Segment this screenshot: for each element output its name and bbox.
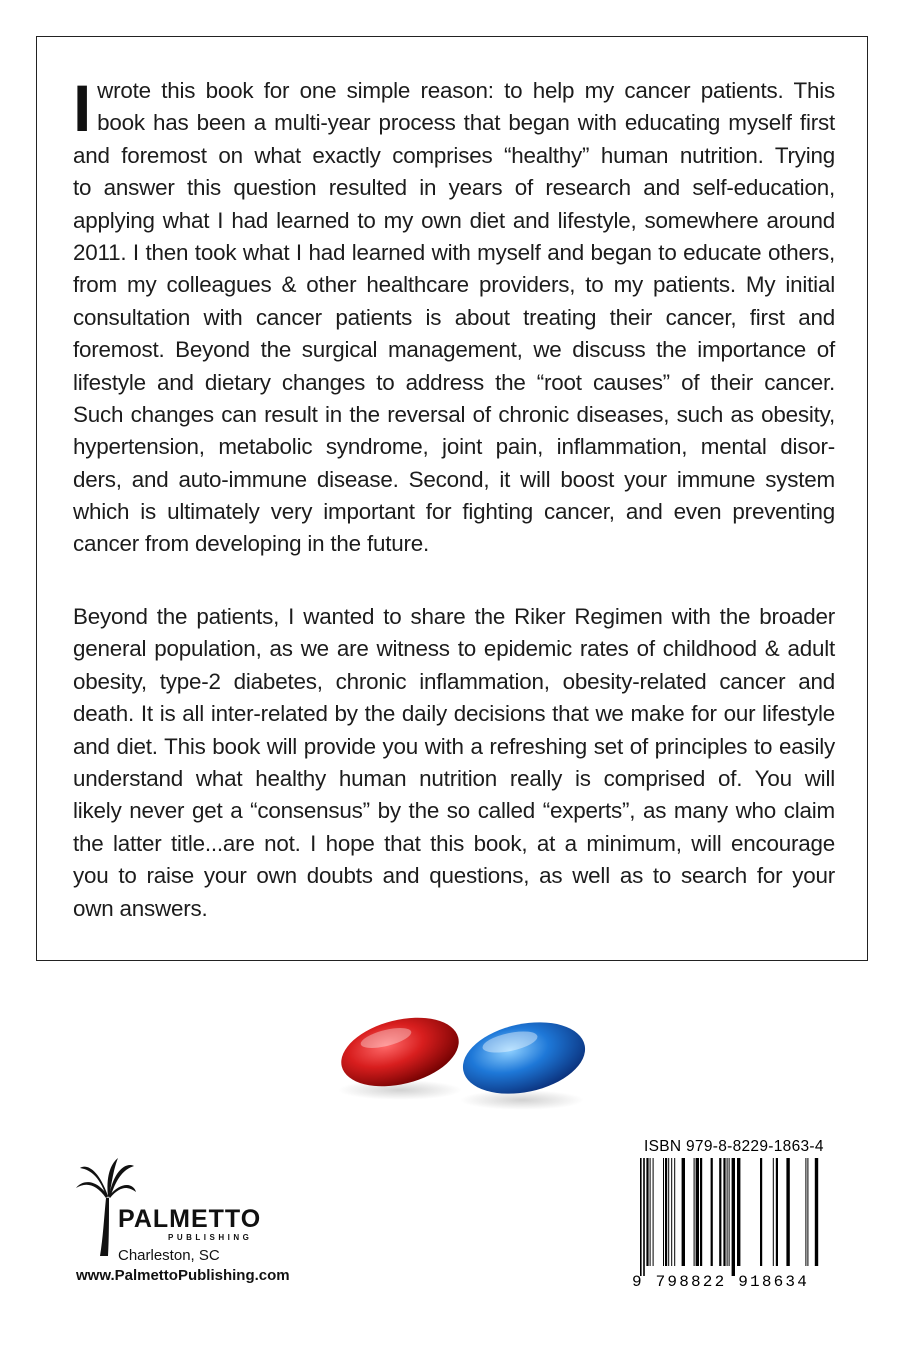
barcode-bar [737, 1158, 740, 1266]
barcode-bar [663, 1158, 664, 1266]
text-line: book has been a multi-year process that began with educating myself first [97, 110, 835, 136]
barcode-bar [643, 1158, 645, 1276]
barcode-bar [723, 1158, 725, 1266]
barcode-bar [807, 1158, 808, 1266]
blue-pill [456, 1012, 590, 1104]
barcode-bar [719, 1158, 721, 1266]
text-line: to answer this question resulted in years of research and self-education, [73, 175, 835, 201]
barcode-bar [729, 1158, 730, 1266]
text-line: from my colleagues & other healthcare providers, to my patients. My initial [73, 272, 835, 298]
text-line: consultation with cancer patients is about treating their cancer, first and [73, 304, 835, 330]
publisher-subtitle: PUBLISHING [168, 1233, 253, 1242]
pills-illustration [330, 1008, 590, 1118]
barcode-bar [668, 1158, 669, 1266]
text-line: foremost. Beyond the surgical management, we discuss the importance of [73, 337, 835, 363]
barcode-bar [646, 1158, 648, 1266]
barcode-bar [671, 1158, 672, 1266]
text-line: which is ultimately very important for fighting cancer, and even preventing [73, 499, 835, 525]
barcode-bar [640, 1158, 642, 1276]
text-line: and diet. This book will provide you with a refreshing set of principles to easily [73, 733, 835, 759]
blue-pill-shadow [460, 1090, 584, 1110]
text-line: the latter title...are not. I hope that this book, at a minimum, will encourage [73, 830, 835, 856]
text-line: own answers. [73, 895, 208, 921]
barcode-bar [682, 1158, 685, 1266]
barcode-bar [674, 1158, 675, 1266]
barcode-bar [776, 1158, 778, 1266]
publisher-url: www.PalmettoPublishing.com [76, 1267, 290, 1284]
barcode-bar [786, 1158, 789, 1266]
ean-digits: 9 798822 918634 [632, 1273, 810, 1291]
barcode [628, 1138, 843, 1298]
text-line: hypertension, metabolic syndrome, joint pain, inflammation, mental disor- [73, 434, 835, 460]
text-line: cancer from developing in the future. [73, 531, 430, 557]
barcode-bar [665, 1158, 667, 1266]
barcode-bar [696, 1158, 699, 1266]
barcode-bar [650, 1158, 651, 1266]
text-line: and foremost on what exactly comprises “healthy” human nutrition. Trying [73, 142, 835, 168]
text-line: lifestyle and dietary changes to address the “root causes” of their cancer. [73, 369, 835, 395]
text-line: ders, and auto-immune disease. Second, it will boost your immune system [73, 466, 835, 492]
blurb-paragraph-1 [73, 71, 835, 561]
text-line: likely never get a “consensus” by the so called “experts”, as many who claim [73, 798, 835, 824]
barcode-bar [773, 1158, 774, 1266]
text-line: Beyond the patients, I wanted to share the Riker Regimen with the broader [73, 604, 835, 629]
publisher-logo [60, 1150, 320, 1300]
publisher-name: PALMETTO [118, 1205, 262, 1233]
barcode-bar [732, 1158, 735, 1276]
text-line: Such changes can result in the reversal of chronic diseases, such as obesity, [73, 401, 835, 427]
barcode-bar [727, 1158, 728, 1266]
text-line: general population, as we are witness to epidemic rates of childhood & adult [73, 636, 835, 662]
barcode-bar [694, 1158, 695, 1266]
barcode-bar [805, 1158, 806, 1266]
text-line: you to raise your own doubts and questions, as well as to search for your [73, 863, 835, 889]
barcode-bar [760, 1158, 762, 1266]
barcode-bar [815, 1158, 818, 1266]
text-line: understand what healthy human nutrition really is comprised of. You will [73, 765, 835, 791]
drop-cap: I [73, 71, 92, 145]
barcode-bar [700, 1158, 702, 1266]
text-line: wrote this book for one simple reason: to help my cancer patients. This [97, 78, 835, 103]
text-line: applying what I had learned to my own diet and lifestyle, somewhere around [73, 207, 835, 233]
barcode-bars [632, 1158, 840, 1278]
publisher-city: Charleston, SC [118, 1247, 220, 1264]
isbn-text: ISBN 979-8-8229-1863-4 [644, 1138, 824, 1155]
blurb-box [36, 36, 868, 961]
blurb-paragraph-2 [73, 601, 835, 925]
barcode-bar [711, 1158, 713, 1266]
text-line: death. It is all inter-related by the daily decisions that we make for our lifestyle [73, 701, 835, 727]
barcode-bar [653, 1158, 654, 1266]
text-line: obesity, type-2 diabetes, chronic inflammation, obesity-related cancer and [73, 668, 835, 694]
text-line: 2011. I then took what I had learned with myself and began to educate others, [73, 239, 835, 265]
